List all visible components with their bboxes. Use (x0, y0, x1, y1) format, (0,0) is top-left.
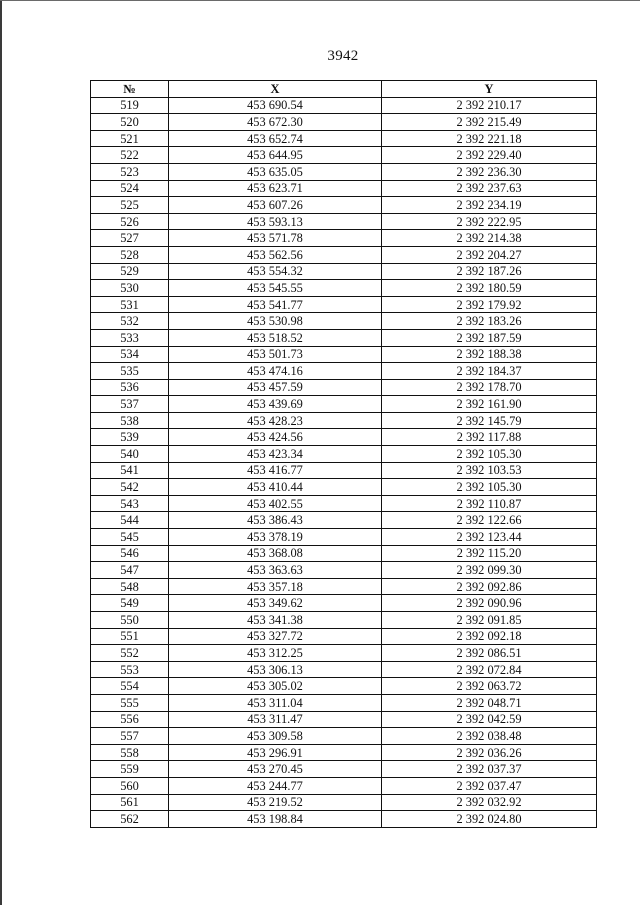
cell-y: 2 392 214.38 (382, 230, 597, 247)
cell-number: 534 (91, 346, 169, 363)
table-row (91, 379, 597, 396)
cell-number: 549 (91, 595, 169, 612)
cell-number: 545 (91, 529, 169, 546)
page-edge-left (0, 0, 2, 905)
cell-number: 539 (91, 429, 169, 446)
table-row (91, 794, 597, 811)
cell-x: 453 198.84 (169, 811, 382, 828)
cell-y: 2 392 222.95 (382, 213, 597, 230)
cell-y: 2 392 032.92 (382, 794, 597, 811)
cell-x: 453 306.13 (169, 661, 382, 678)
cell-x: 453 541.77 (169, 296, 382, 313)
table-row (91, 777, 597, 794)
table-row (91, 462, 597, 479)
table-row (91, 694, 597, 711)
cell-y: 2 392 038.48 (382, 728, 597, 745)
cell-x: 453 363.63 (169, 562, 382, 579)
cell-x: 453 635.05 (169, 163, 382, 180)
cell-number: 558 (91, 744, 169, 761)
table-row (91, 363, 597, 380)
cell-number: 535 (91, 363, 169, 380)
cell-number: 555 (91, 694, 169, 711)
cell-number: 532 (91, 313, 169, 330)
cell-x: 453 439.69 (169, 396, 382, 413)
cell-number: 536 (91, 379, 169, 396)
cell-y: 2 392 145.79 (382, 412, 597, 429)
table-row (91, 744, 597, 761)
table-row (91, 728, 597, 745)
column-header-number: № (91, 81, 169, 98)
cell-number: 552 (91, 645, 169, 662)
cell-number: 522 (91, 147, 169, 164)
column-header-y: Y (382, 81, 597, 98)
table-row (91, 329, 597, 346)
cell-x: 453 423.34 (169, 446, 382, 463)
cell-y: 2 392 187.26 (382, 263, 597, 280)
table-row (91, 280, 597, 297)
cell-x: 453 219.52 (169, 794, 382, 811)
table-row (91, 645, 597, 662)
table-row (91, 313, 597, 330)
table-row (91, 711, 597, 728)
cell-y: 2 392 161.90 (382, 396, 597, 413)
cell-y: 2 392 123.44 (382, 529, 597, 546)
table-row (91, 230, 597, 247)
cell-y: 2 392 063.72 (382, 678, 597, 695)
cell-y: 2 392 204.27 (382, 246, 597, 263)
cell-number: 540 (91, 446, 169, 463)
table-row (91, 296, 597, 313)
cell-number: 548 (91, 578, 169, 595)
cell-x: 453 644.95 (169, 147, 382, 164)
table-header (91, 81, 597, 98)
cell-number: 544 (91, 512, 169, 529)
cell-y: 2 392 110.87 (382, 495, 597, 512)
cell-y: 2 392 048.71 (382, 694, 597, 711)
cell-x: 453 311.47 (169, 711, 382, 728)
cell-y: 2 392 092.86 (382, 578, 597, 595)
cell-x: 453 607.26 (169, 197, 382, 214)
cell-x: 453 545.55 (169, 280, 382, 297)
coordinates-table (90, 80, 597, 828)
cell-y: 2 392 024.80 (382, 811, 597, 828)
cell-y: 2 392 184.37 (382, 363, 597, 380)
cell-x: 453 593.13 (169, 213, 382, 230)
cell-number: 546 (91, 545, 169, 562)
table-row (91, 578, 597, 595)
cell-x: 453 554.32 (169, 263, 382, 280)
table-row (91, 396, 597, 413)
cell-number: 561 (91, 794, 169, 811)
cell-y: 2 392 234.19 (382, 197, 597, 214)
cell-number: 560 (91, 777, 169, 794)
cell-number: 526 (91, 213, 169, 230)
table-row (91, 545, 597, 562)
cell-number: 524 (91, 180, 169, 197)
cell-y: 2 392 103.53 (382, 462, 597, 479)
table-row (91, 595, 597, 612)
cell-y: 2 392 187.59 (382, 329, 597, 346)
cell-number: 543 (91, 495, 169, 512)
cell-x: 453 270.45 (169, 761, 382, 778)
cell-x: 453 305.02 (169, 678, 382, 695)
table-row (91, 246, 597, 263)
table-row (91, 114, 597, 131)
page-edge-top (0, 0, 640, 1)
cell-y: 2 392 178.70 (382, 379, 597, 396)
cell-x: 453 357.18 (169, 578, 382, 595)
cell-y: 2 392 042.59 (382, 711, 597, 728)
table-row (91, 811, 597, 828)
cell-y: 2 392 099.30 (382, 562, 597, 579)
cell-number: 528 (91, 246, 169, 263)
column-header-x: X (169, 81, 382, 98)
cell-y: 2 392 180.59 (382, 280, 597, 297)
cell-number: 550 (91, 612, 169, 629)
table-row (91, 628, 597, 645)
cell-x: 453 410.44 (169, 479, 382, 496)
cell-x: 453 530.98 (169, 313, 382, 330)
cell-y: 2 392 236.30 (382, 163, 597, 180)
table-row (91, 512, 597, 529)
cell-x: 453 690.54 (169, 97, 382, 114)
cell-number: 554 (91, 678, 169, 695)
cell-x: 453 327.72 (169, 628, 382, 645)
page-number: 3942 (327, 48, 359, 64)
cell-x: 453 368.08 (169, 545, 382, 562)
cell-y: 2 392 072.84 (382, 661, 597, 678)
cell-y: 2 392 037.37 (382, 761, 597, 778)
cell-y: 2 392 179.92 (382, 296, 597, 313)
cell-x: 453 402.55 (169, 495, 382, 512)
cell-number: 537 (91, 396, 169, 413)
cell-number: 541 (91, 462, 169, 479)
cell-x: 453 518.52 (169, 329, 382, 346)
cell-number: 551 (91, 628, 169, 645)
cell-number: 527 (91, 230, 169, 247)
table-row (91, 761, 597, 778)
cell-y: 2 392 105.30 (382, 479, 597, 496)
cell-number: 531 (91, 296, 169, 313)
cell-number: 538 (91, 412, 169, 429)
cell-x: 453 309.58 (169, 728, 382, 745)
table-row (91, 612, 597, 629)
table-row (91, 429, 597, 446)
cell-y: 2 392 215.49 (382, 114, 597, 131)
table-row (91, 412, 597, 429)
table-row (91, 263, 597, 280)
table-row (91, 562, 597, 579)
table-row (91, 213, 597, 230)
header-row (91, 81, 597, 98)
table-row (91, 529, 597, 546)
cell-x: 453 386.43 (169, 512, 382, 529)
cell-y: 2 392 090.96 (382, 595, 597, 612)
cell-x: 453 623.71 (169, 180, 382, 197)
cell-x: 453 349.62 (169, 595, 382, 612)
cell-x: 453 311.04 (169, 694, 382, 711)
cell-y: 2 392 037.47 (382, 777, 597, 794)
cell-number: 520 (91, 114, 169, 131)
cell-number: 562 (91, 811, 169, 828)
cell-x: 453 652.74 (169, 130, 382, 147)
cell-number: 556 (91, 711, 169, 728)
cell-x: 453 501.73 (169, 346, 382, 363)
cell-y: 2 392 117.88 (382, 429, 597, 446)
cell-x: 453 571.78 (169, 230, 382, 247)
table-row (91, 97, 597, 114)
cell-y: 2 392 036.26 (382, 744, 597, 761)
cell-number: 533 (91, 329, 169, 346)
cell-y: 2 392 229.40 (382, 147, 597, 164)
table-row (91, 197, 597, 214)
cell-number: 521 (91, 130, 169, 147)
cell-number: 559 (91, 761, 169, 778)
cell-number: 529 (91, 263, 169, 280)
cell-number: 557 (91, 728, 169, 745)
cell-x: 453 416.77 (169, 462, 382, 479)
cell-x: 453 474.16 (169, 363, 382, 380)
cell-y: 2 392 122.66 (382, 512, 597, 529)
cell-number: 519 (91, 97, 169, 114)
cell-number: 547 (91, 562, 169, 579)
cell-x: 453 672.30 (169, 114, 382, 131)
cell-y: 2 392 221.18 (382, 130, 597, 147)
cell-y: 2 392 115.20 (382, 545, 597, 562)
cell-x: 453 378.19 (169, 529, 382, 546)
cell-x: 453 341.38 (169, 612, 382, 629)
cell-y: 2 392 086.51 (382, 645, 597, 662)
table-row (91, 678, 597, 695)
cell-y: 2 392 092.18 (382, 628, 597, 645)
table-row (91, 479, 597, 496)
table-row (91, 163, 597, 180)
cell-y: 2 392 105.30 (382, 446, 597, 463)
cell-number: 530 (91, 280, 169, 297)
table-row (91, 130, 597, 147)
cell-y: 2 392 237.63 (382, 180, 597, 197)
table-row (91, 495, 597, 512)
cell-x: 453 562.56 (169, 246, 382, 263)
cell-y: 2 392 188.38 (382, 346, 597, 363)
cell-y: 2 392 091.85 (382, 612, 597, 629)
cell-x: 453 428.23 (169, 412, 382, 429)
table-row (91, 446, 597, 463)
cell-number: 523 (91, 163, 169, 180)
cell-y: 2 392 183.26 (382, 313, 597, 330)
table-row (91, 661, 597, 678)
cell-x: 453 312.25 (169, 645, 382, 662)
table-body (91, 97, 597, 827)
table-row (91, 147, 597, 164)
cell-x: 453 457.59 (169, 379, 382, 396)
cell-y: 2 392 210.17 (382, 97, 597, 114)
cell-x: 453 296.91 (169, 744, 382, 761)
cell-number: 525 (91, 197, 169, 214)
cell-number: 553 (91, 661, 169, 678)
cell-x: 453 244.77 (169, 777, 382, 794)
cell-number: 542 (91, 479, 169, 496)
table-row (91, 180, 597, 197)
table-row (91, 346, 597, 363)
cell-x: 453 424.56 (169, 429, 382, 446)
